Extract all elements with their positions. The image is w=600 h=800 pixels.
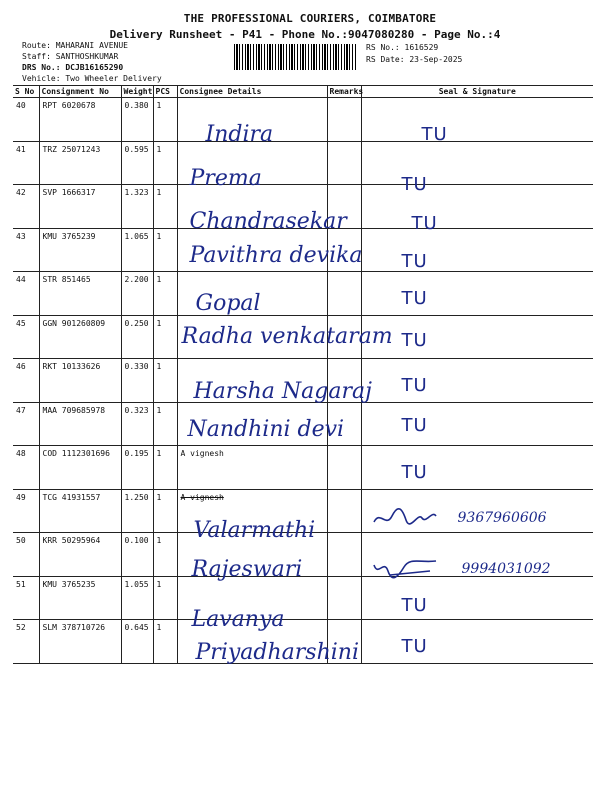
table-row — [13, 402, 593, 446]
seal-initials: TU — [421, 124, 448, 145]
cell-remarks — [327, 576, 361, 620]
table-row — [13, 141, 593, 185]
handwritten-consignee-name: Harsha Nagaraj — [193, 379, 372, 404]
cell-weight: 0.595 — [121, 141, 153, 185]
header-seal: Seal & Signature — [361, 86, 593, 98]
handwritten-phone-number: 9367960606 — [457, 509, 547, 526]
cell-weight: 0.645 — [121, 620, 153, 664]
cell-seal-signature — [361, 141, 593, 195]
cell-pcs: 1 — [153, 359, 177, 403]
cell-pcs: 1 — [153, 98, 177, 142]
cell-seal-signature — [361, 359, 593, 403]
cell-consignee-details — [177, 185, 347, 234]
cell-remarks — [327, 315, 361, 359]
table-row — [13, 228, 593, 272]
cell-remarks — [327, 533, 361, 577]
table-row — [13, 315, 593, 359]
seal-initials: TU — [401, 173, 428, 195]
cell-pcs: 1 — [153, 272, 177, 316]
cell-consignment: KMU 3765235 — [39, 576, 121, 620]
table-row — [13, 359, 593, 403]
cell-consignment: GGN 901260809 — [39, 315, 121, 359]
cell-consignment: KMU 3765239 — [39, 228, 121, 272]
company-title: THE PROFESSIONAL COURIERS, COIMBATORE — [183, 12, 437, 25]
cell-pcs: 1 — [153, 489, 177, 533]
cell-weight: 0.195 — [121, 446, 153, 490]
cell-sno: 41 — [13, 141, 39, 185]
cell-seal-signature — [361, 228, 593, 272]
handwritten-consignee-name: Pavithra devika — [189, 242, 363, 268]
cell-consignee-details — [177, 402, 345, 446]
table-row — [13, 446, 593, 490]
cell-sno: 44 — [13, 272, 39, 316]
cell-weight: 0.100 — [121, 533, 153, 577]
runsheet-title: Delivery Runsheet - P41 - Phone No.:9047080280 - Page No.:4 — [109, 28, 501, 41]
table-row — [13, 620, 593, 664]
handwritten-consignee-name: Gopal — [195, 291, 261, 316]
cell-remarks — [327, 185, 361, 229]
vehicle-label: Vehicle: Two Wheeler Delivery — [22, 74, 162, 83]
table-row — [13, 185, 593, 229]
cell-sno: 47 — [13, 402, 39, 446]
handwritten-consignee-name: Prema — [189, 165, 262, 191]
handwritten-consignee-name: Radha venkataram — [181, 323, 393, 349]
cell-seal-signature — [361, 315, 593, 359]
table-row — [13, 489, 593, 533]
cell-seal-signature — [361, 402, 593, 446]
cell-sno: 43 — [13, 228, 39, 272]
cell-weight: 2.200 — [121, 272, 153, 316]
consignee-name-printed: A vignesh — [180, 492, 224, 502]
handwritten-consignee-name: Nandhini devi — [187, 416, 345, 442]
cell-consignee-details — [177, 533, 327, 582]
cell-seal-signature — [361, 533, 593, 577]
cell-weight: 0.250 — [121, 315, 153, 359]
cell-consignment: SVP 1666317 — [39, 185, 121, 229]
staff-label: Staff: SANTHOSHKUMAR — [22, 52, 119, 61]
seal-initials: TU — [411, 213, 438, 234]
cell-consignment: RKT 10133626 — [39, 359, 121, 403]
drs-number: DRS No.: DCJB16165290 — [22, 63, 124, 72]
cell-remarks — [327, 272, 361, 316]
consignee-name-printed: A vignesh — [180, 449, 224, 458]
cell-seal-signature — [361, 576, 593, 620]
seal-initials: TU — [401, 594, 428, 616]
handwritten-consignee-name: Chandrasekar — [189, 209, 347, 234]
handwritten-consignee-name: Valarmathi — [193, 517, 316, 543]
seal-initials: TU — [401, 414, 428, 436]
cell-consignment: TCG 41931557 — [39, 489, 121, 533]
cell-pcs: 1 — [153, 185, 177, 229]
cell-sno: 40 — [13, 98, 39, 142]
cell-remarks — [327, 489, 361, 533]
cell-pcs: 1 — [153, 533, 177, 577]
cell-consignee-details — [177, 446, 327, 490]
handwritten-consignee-name: Priyadharshini — [195, 640, 359, 665]
cell-remarks — [327, 446, 361, 490]
handwritten-phone-number: 9994031092 — [461, 561, 551, 577]
seal-initials: TU — [401, 250, 428, 272]
cell-weight: 0.330 — [121, 359, 153, 403]
cell-pcs: 1 — [153, 620, 177, 664]
cell-pcs: 1 — [153, 141, 177, 185]
cell-remarks — [327, 620, 361, 664]
cell-consignee-details — [177, 620, 359, 665]
header-right-block — [366, 42, 462, 66]
cell-consignment: STR 851465 — [39, 272, 121, 316]
cell-consignee-details — [177, 576, 327, 632]
cell-pcs: 1 — [153, 576, 177, 620]
cell-consignment: TRZ 25071243 — [39, 141, 121, 185]
cell-sno: 46 — [13, 359, 39, 403]
handwritten-consignee-name: Indira — [205, 122, 274, 147]
table-row — [13, 98, 593, 142]
cell-consignment: MAA 709685978 — [39, 402, 121, 446]
seal-initials: TU — [401, 636, 428, 657]
cell-sno: 42 — [13, 185, 39, 229]
cell-sno: 51 — [13, 576, 39, 620]
header-consignment: Consignment No — [39, 86, 121, 98]
table-row — [13, 272, 593, 316]
cell-sno: 48 — [13, 446, 39, 490]
header-left-block — [22, 40, 162, 84]
cell-seal-signature — [361, 185, 593, 234]
table-row — [13, 576, 593, 620]
cell-consignee-details — [177, 359, 372, 404]
cell-consignment: COD 1112301696 — [39, 446, 121, 490]
rs-number: RS No.: 1616529 — [366, 43, 439, 52]
cell-consignee-details — [177, 98, 327, 147]
seal-initials: TU — [401, 462, 428, 483]
cell-sno: 52 — [13, 620, 39, 664]
cell-pcs: 1 — [153, 402, 177, 446]
cell-weight: 1.250 — [121, 489, 153, 533]
seal-initials: TU — [401, 375, 428, 396]
route-label: Route: MAHARANI AVENUE — [22, 41, 128, 50]
barcode-image — [234, 44, 356, 70]
cell-pcs: 1 — [153, 228, 177, 272]
cell-weight: 0.380 — [121, 98, 153, 142]
cell-sno: 50 — [13, 533, 39, 577]
cell-weight: 1.055 — [121, 576, 153, 620]
cell-consignment: SLM 378710726 — [39, 620, 121, 664]
handwritten-consignee-name: Lavanya — [191, 606, 285, 632]
header-remarks: Remarks — [327, 86, 361, 98]
table-header-row — [13, 86, 593, 98]
cell-consignee-details — [177, 272, 327, 316]
cell-remarks — [327, 141, 361, 185]
table-row — [13, 533, 593, 577]
handwritten-signature-scribble — [370, 504, 440, 532]
cell-sno: 49 — [13, 489, 39, 533]
cell-remarks — [327, 402, 361, 446]
cell-weight: 1.323 — [121, 185, 153, 229]
cell-sno: 45 — [13, 315, 39, 359]
cell-pcs: 1 — [153, 446, 177, 490]
cell-remarks — [327, 359, 361, 403]
cell-weight: 1.065 — [121, 228, 153, 272]
cell-consignee-details — [177, 228, 363, 272]
seal-initials: TU — [401, 329, 428, 351]
header-sno: S No — [13, 86, 39, 98]
handwritten-consignee-name: Rajeswari — [191, 557, 303, 582]
seal-initials: TU — [401, 288, 428, 309]
header-details: Consignee Details — [177, 86, 327, 98]
cell-seal-signature — [361, 272, 593, 316]
cell-pcs: 1 — [153, 315, 177, 359]
cell-remarks — [327, 98, 361, 142]
runsheet-table — [13, 85, 593, 664]
cell-consignee-details — [177, 315, 393, 359]
cell-seal-signature — [361, 98, 593, 145]
cell-seal-signature — [361, 446, 593, 490]
cell-consignee-details — [177, 141, 327, 191]
cell-weight: 0.323 — [121, 402, 153, 446]
cell-consignment: KRR 50295964 — [39, 533, 121, 577]
cell-seal-signature — [361, 620, 593, 664]
cell-consignee-details — [177, 489, 327, 543]
cell-consignment: RPT 6020678 — [39, 98, 121, 142]
header-pcs: PCS — [153, 86, 177, 98]
rs-date: RS Date: 23-Sep-2025 — [366, 55, 463, 64]
cell-remarks — [327, 228, 361, 272]
cell-seal-signature — [361, 489, 593, 533]
header-weight: Weight — [121, 86, 153, 98]
